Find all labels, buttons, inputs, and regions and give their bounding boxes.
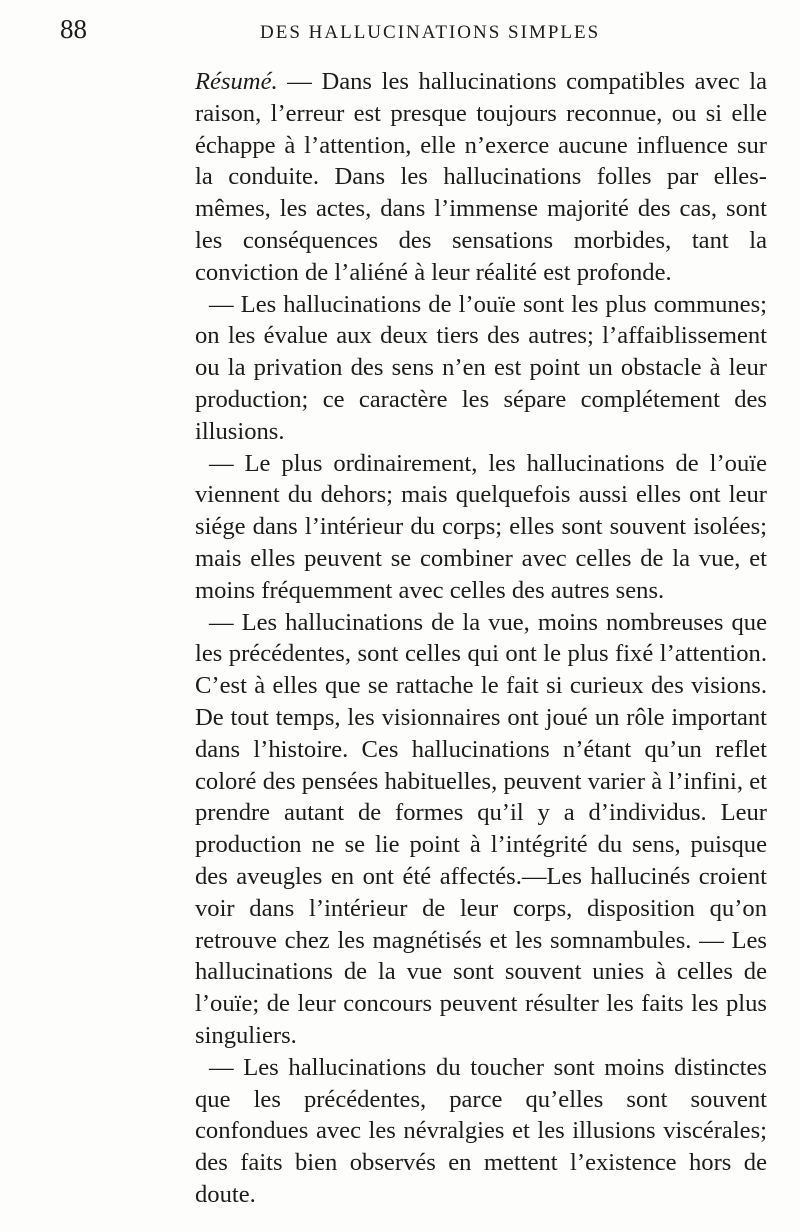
paragraph-hearing-origin: — Le plus ordinairement, les hallucinations de l’ouïe viennent du dehors; mais quelquefois aussi elles ont leur siége dans l’intérieur du corps; elles sont souvent isolées; mais elles peuvent se combiner avec celles de la vue, et moins fréquemment avec celles des autres sens. <box>195 449 767 604</box>
paragraph-summary <box>195 66 767 289</box>
page-number: 88 <box>60 14 87 44</box>
paragraph-text: — Dans les hallucinations compatibles avec la raison, l’erreur est presque toujours reconnue, ou si elle échappe à l’attention, elle n’exerce aucune influence sur la conduite. Dans les hallucinations folles par elles-mêmes, les actes, dans l’immense majorité des cas, sont les conséquences des sensations morbides, tant la conviction de l’aliéné à leur réalité est profonde. <box>195 68 767 286</box>
paragraph-hearing: — Les hallucinations de l’ouïe sont les plus communes; on les évalue aux deux tiers des autres; l’affaiblissement ou la privation des sens n’en est point un obstacle à leur production; ce caractère les sépare complétement des illusions. <box>195 290 767 445</box>
paragraph-touch: — Les hallucinations du toucher sont moins distinctes que les précédentes, parce qu’elles sont souvent confondues avec les névralgies et les illusions viscérales; des faits bien observés en mettent l’existence hors de doute. <box>195 1053 767 1208</box>
paragraph-sight: — Les hallucinations de la vue, moins nombreuses que les précédentes, sont celles qui ont le plus fixé l’attention. C’est à elles que se rattache le fait si curieux des visions. De tout temps, les visionnaires ont joué un rôle important dans l’histoire. Ces hallucinations n’étant qu’un reflet coloré des pensées habituelles, peuvent varier à l’infini, et prendre autant de formes qu’il y a d’individus. Leur production ne se lie point à l’intégrité du sens, puisque des aveugles en ont été affectés.—Les hallucinés croient voir dans l’intérieur de leur corps, disposition qu’on retrouve chez les magnétisés et les somnambules. — Les hallucinations de la vue sont souvent unies à celles de l’ouïe; de leur concours peuvent résulter les faits les plus singuliers. <box>195 608 767 1049</box>
running-head <box>60 14 760 48</box>
body-text <box>195 66 767 1211</box>
running-title: DES HALLUCINATIONS SIMPLES <box>260 22 601 43</box>
summary-label: Résumé. <box>195 68 278 95</box>
